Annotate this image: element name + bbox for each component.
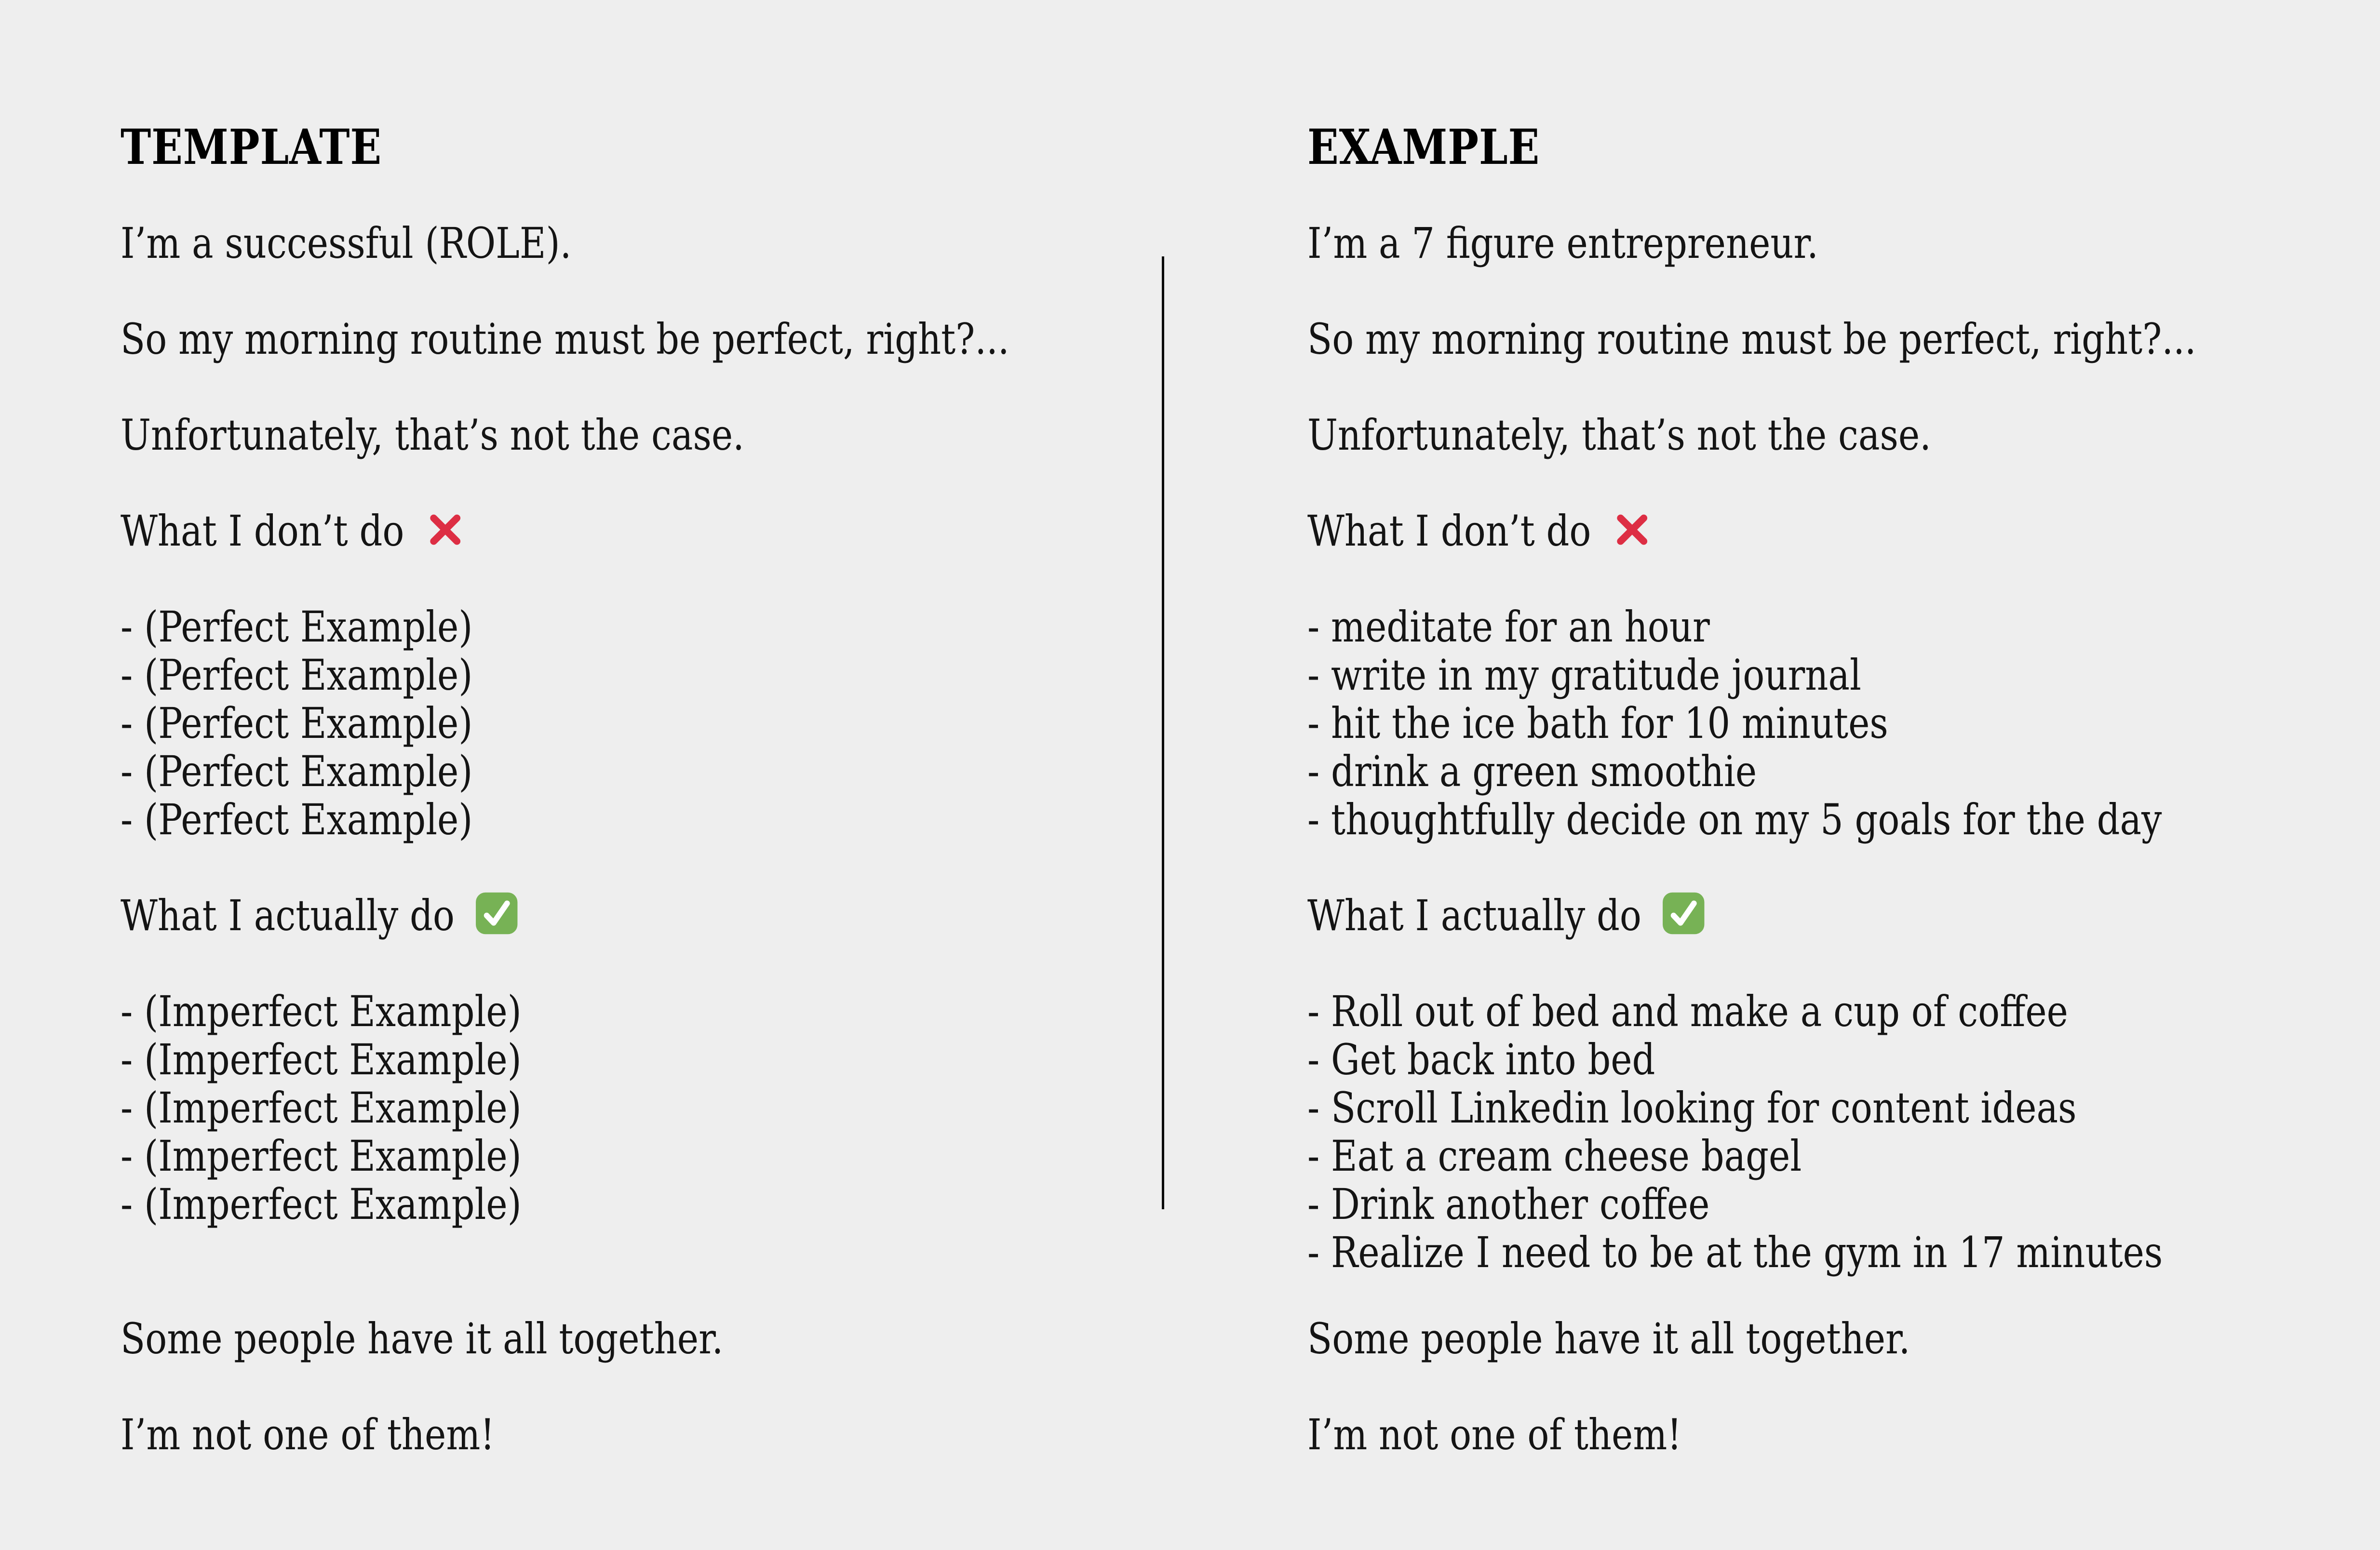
intro-paragraph: So my morning routine must be perfect, right?... — [1307, 314, 2196, 364]
do-list-item: - (Imperfect Example) — [121, 1131, 522, 1181]
do-list-item: - (Imperfect Example) — [121, 1035, 522, 1084]
do-list — [121, 988, 1009, 1229]
dont-list — [121, 603, 1009, 844]
do-list — [1307, 988, 2196, 1277]
dont-list-item: - hit the ice bath for 10 minutes — [1307, 698, 1888, 748]
dont-label — [121, 504, 1009, 559]
do-list-item: - Roll out of bed and make a cup of coffee — [1307, 987, 2068, 1036]
dont-label — [1307, 504, 2196, 559]
do-list-item: - Realize I need to be at the gym in 17 minutes — [1307, 1228, 2163, 1277]
do-list-item: - (Imperfect Example) — [121, 1083, 522, 1133]
intro-paragraph: Unfortunately, that’s not the case. — [121, 410, 744, 460]
outro-paragraph: Some people have it all together. — [1307, 1314, 1910, 1363]
outro-paragraph: Some people have it all together. — [121, 1314, 724, 1363]
cross-mark-icon — [1612, 509, 1653, 550]
cross-mark-icon — [425, 509, 466, 550]
example-intro — [1307, 216, 2196, 463]
do-label — [1307, 888, 2196, 943]
example-outro — [1307, 1311, 2196, 1462]
dont-list-item: - (Perfect Example) — [121, 747, 473, 796]
dont-list-item: - drink a green smoothie — [1307, 747, 1757, 796]
dont-list-item: - (Perfect Example) — [121, 650, 473, 700]
example-heading: EXAMPLE — [1307, 119, 1540, 175]
dont-list-item: - (Perfect Example) — [121, 795, 473, 844]
column-example — [1307, 120, 2196, 1503]
intro-paragraph: So my morning routine must be perfect, right?... — [121, 314, 1009, 364]
list-gap-spacer — [121, 1263, 1009, 1311]
template-intro — [121, 216, 1009, 463]
column-divider — [1162, 256, 1164, 1209]
outro-paragraph: I’m not one of them! — [1307, 1410, 1682, 1459]
do-list-item: - Drink another coffee — [1307, 1179, 1710, 1229]
do-list-item: - (Imperfect Example) — [121, 1179, 522, 1229]
template-heading: TEMPLATE — [121, 119, 382, 175]
check-mark-icon — [475, 892, 518, 935]
intro-paragraph: Unfortunately, that’s not the case. — [1307, 410, 1931, 460]
dont-list-item: - thoughtfully decide on my 5 goals for the day — [1307, 795, 2162, 844]
check-mark-icon — [1662, 892, 1705, 935]
dont-list-item: - (Perfect Example) — [121, 602, 473, 652]
do-label — [121, 888, 1009, 943]
outro-paragraph: I’m not one of them! — [121, 1410, 495, 1459]
intro-paragraph: I’m a successful (ROLE). — [121, 218, 572, 268]
do-list-item: - Get back into bed — [1307, 1035, 1655, 1084]
do-list-item: - (Imperfect Example) — [121, 987, 522, 1036]
dont-list-item: - write in my gratitude journal — [1307, 650, 1861, 700]
dont-label-text: What I don’t do — [121, 506, 404, 556]
do-list-item: - Eat a cream cheese bagel — [1307, 1131, 1802, 1181]
dont-list — [1307, 603, 2196, 844]
dont-list-item: - (Perfect Example) — [121, 698, 473, 748]
do-label-text: What I actually do — [121, 891, 455, 940]
template-outro — [121, 1311, 1009, 1462]
column-template — [121, 120, 1009, 1503]
do-label-text: What I actually do — [1307, 891, 1641, 940]
dont-label-text: What I don’t do — [1307, 506, 1591, 556]
dont-list-item: - meditate for an hour — [1307, 602, 1710, 652]
do-list-item: - Scroll Linkedin looking for content ideas — [1307, 1083, 2077, 1133]
intro-paragraph: I’m a 7 figure entrepreneur. — [1307, 218, 1818, 268]
